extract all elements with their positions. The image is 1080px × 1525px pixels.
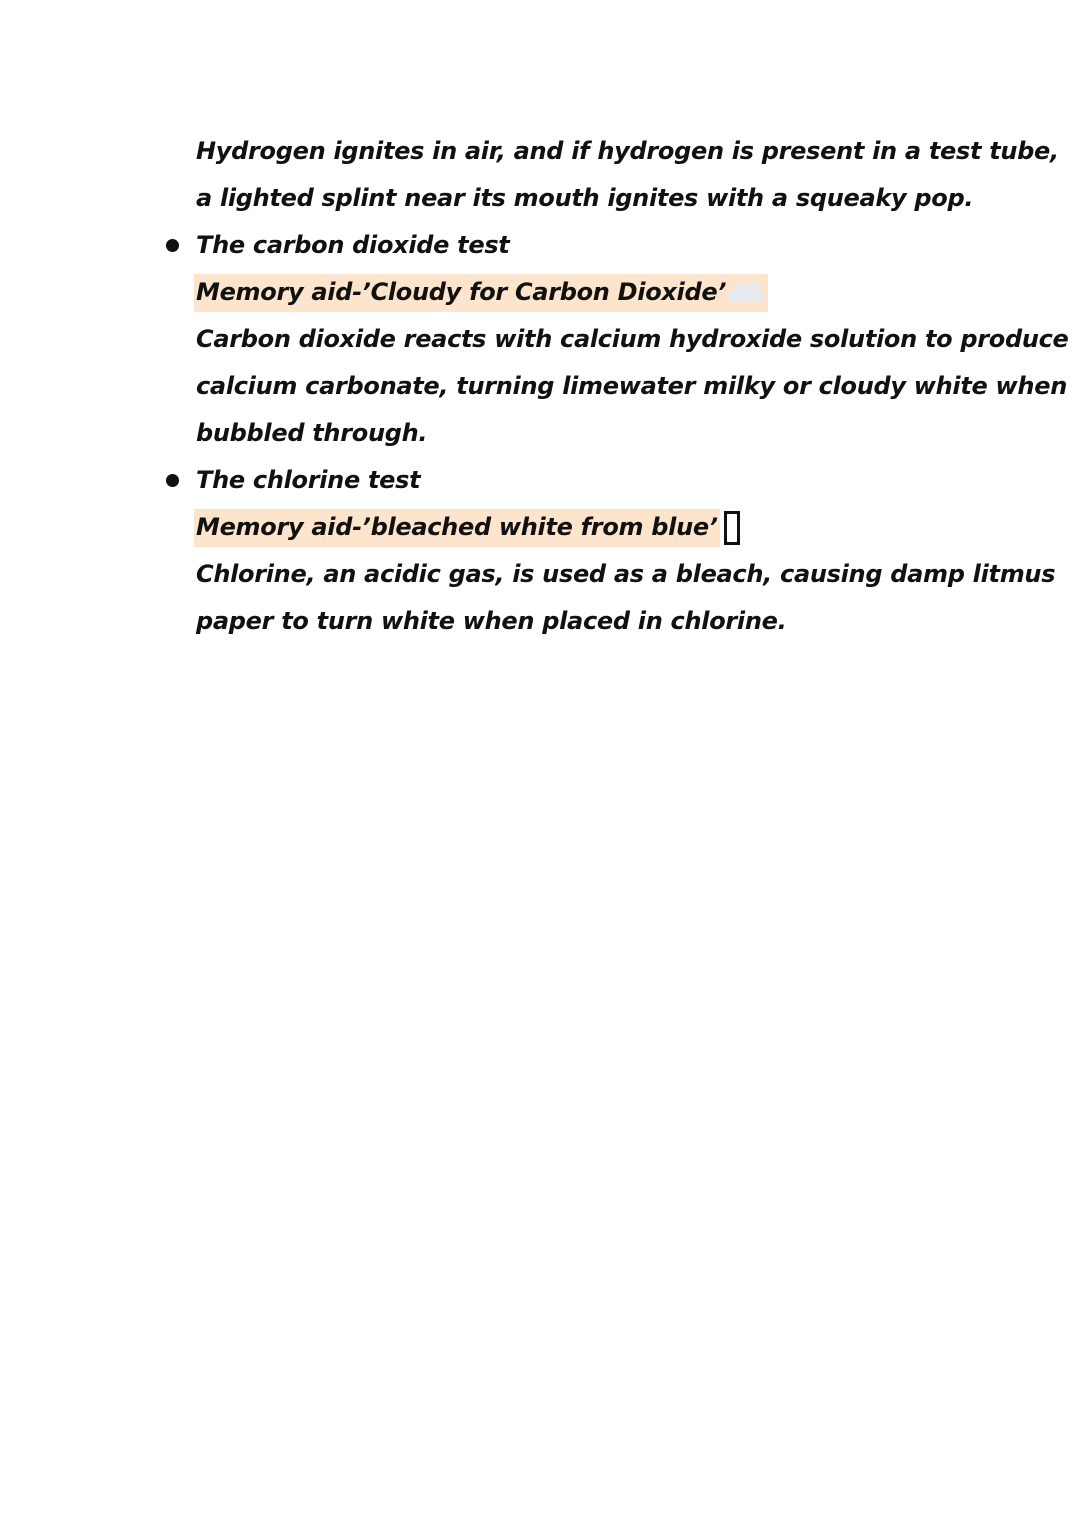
memory-aid-highlight [194,509,720,547]
chlorine-text-line-1: Chlorine, an acidic gas, is used as a bleach, causing damp litmus [196,560,1056,588]
bullet-icon [166,239,179,252]
chlorine-heading [196,457,966,504]
carbon-dioxide-text-line-2: calcium carbonate, turning limewater milky or cloudy white when [196,372,1067,400]
carbon-dioxide-text-line-3: bubbled through. [196,419,428,447]
hydrogen-text-line-2: a lighted splint near its mouth ignites with a squeaky pop. [196,184,974,212]
chlorine-text-line-2: paper to turn white when placed in chlorine. [196,607,787,635]
carbon-dioxide-heading-text: The carbon dioxide test [196,231,510,259]
notes-body [196,128,1069,645]
carbon-dioxide-text-line-1: Carbon dioxide reacts with calcium hydroxide solution to produce [196,325,1069,353]
cloud-icon [728,282,766,302]
chlorine-heading-text: The chlorine test [196,466,421,494]
carbon-dioxide-memory-aid [196,269,966,316]
carbon-dioxide-heading [196,222,966,269]
memory-aid-text: Memory aid-’Cloudy for Carbon Dioxide’ [196,278,727,306]
hydrogen-text-line-1: Hydrogen ignites in air, and if hydrogen is present in a test tube, [196,137,1059,165]
bullet-icon [166,474,179,487]
missing-glyph-box-icon [724,511,740,545]
memory-aid-highlight [194,274,768,312]
chlorine-memory-aid [196,504,966,551]
memory-aid-text: Memory aid-’bleached white from blue’ [196,513,718,541]
